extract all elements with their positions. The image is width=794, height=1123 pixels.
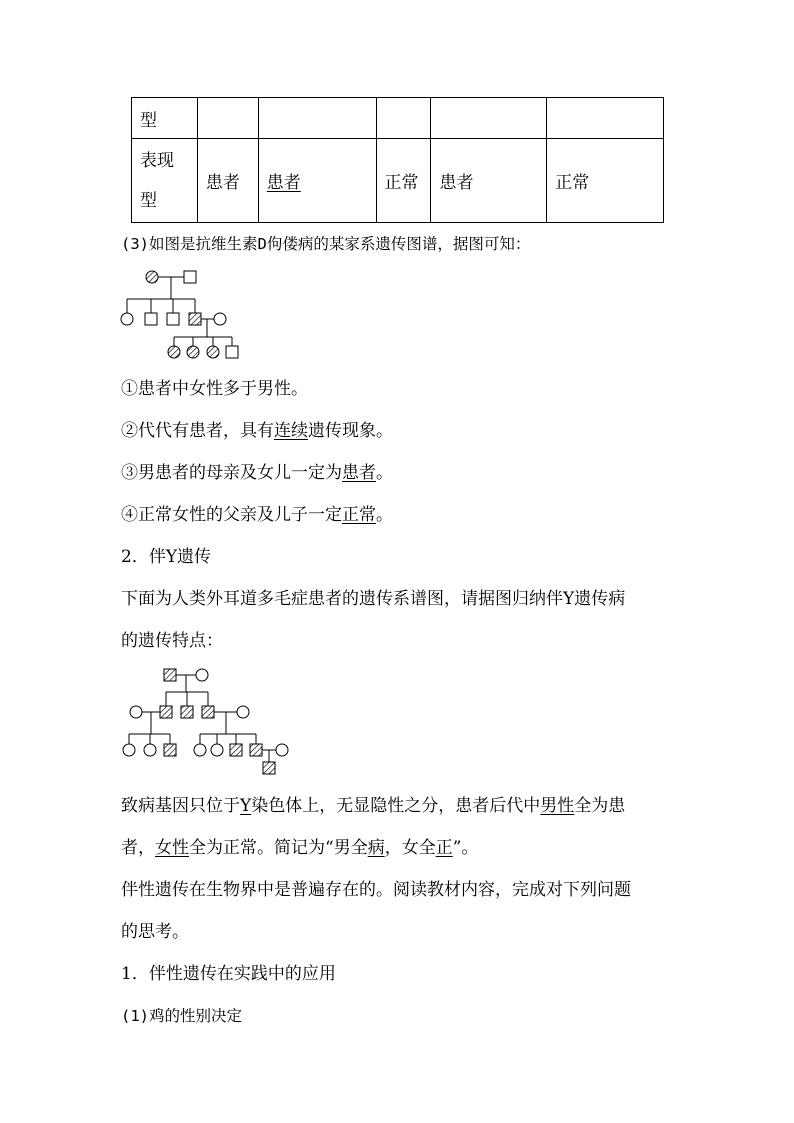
section-y-conclusion-line2: 者，女性全为正常。简记为“男全病，女全正”。 bbox=[121, 838, 479, 858]
affected-female-symbol bbox=[168, 346, 180, 358]
row-header-genotype: 型 bbox=[140, 110, 157, 131]
section3-point3: ③男患者的母亲及女儿一定为患者。 bbox=[121, 463, 393, 483]
section-app-subheading: (1)鸡的性别决定 bbox=[121, 1007, 242, 1025]
section3-intro: (3)如图是抗维生素D佝偻病的某家系遗传图谱，据图可知： bbox=[121, 235, 531, 253]
normal-male-symbol bbox=[167, 313, 179, 325]
affected-male-symbol bbox=[164, 744, 176, 756]
affected-female-symbol bbox=[187, 346, 199, 358]
affected-male-symbol bbox=[164, 669, 176, 681]
table-cell: 正常 bbox=[555, 173, 590, 193]
normal-male-symbol bbox=[145, 313, 157, 325]
normal-female-symbol bbox=[211, 744, 223, 756]
table-row bbox=[132, 139, 664, 223]
normal-female-symbol bbox=[130, 706, 142, 718]
normal-female-symbol bbox=[276, 744, 288, 756]
table-row bbox=[132, 98, 664, 139]
section3-point2: ②代代有患者，具有连续遗传现象。 bbox=[121, 421, 393, 441]
section-y-conclusion-line1: 致病基因只位于Y染色体上，无显隐性之分，患者后代中男性全为患 bbox=[121, 796, 626, 816]
section3-point4: ④正常女性的父亲及儿子一定正常。 bbox=[121, 505, 393, 525]
normal-female-symbol bbox=[123, 744, 135, 756]
table-cell: 患者 bbox=[205, 173, 240, 193]
affected-male-symbol bbox=[263, 762, 275, 774]
affected-male-symbol bbox=[189, 313, 201, 325]
section-y-intro-line2: 的遗传特点： bbox=[121, 631, 223, 651]
section3-point1: ①患者中女性多于男性。 bbox=[121, 379, 308, 399]
section-y-heading: 2．伴Y遗传 bbox=[121, 547, 212, 567]
pedigree-chart-rickets bbox=[112, 262, 247, 362]
genotype-phenotype-table bbox=[131, 97, 664, 223]
section-app-intro-line2: 的思考。 bbox=[121, 922, 189, 942]
normal-female-symbol bbox=[214, 313, 226, 325]
affected-male-symbol bbox=[250, 744, 262, 756]
section-y-intro-line1: 下面为人类外耳道多毛症患者的遗传系谱图，请据图归纳伴Y遗传病 bbox=[121, 589, 626, 609]
affected-male-symbol bbox=[181, 706, 193, 718]
affected-female-symbol bbox=[207, 346, 219, 358]
section-app-intro-line1: 伴性遗传在生物界中是普遍存在的。阅读教材内容，完成对下列问题 bbox=[121, 880, 631, 900]
normal-female-symbol bbox=[196, 669, 208, 681]
table-cell: 患者 bbox=[266, 173, 301, 193]
pedigree-chart-y-linked bbox=[118, 664, 293, 776]
row-header-phenotype: 表现 型 bbox=[140, 150, 174, 211]
normal-female-symbol bbox=[237, 706, 249, 718]
normal-female-symbol bbox=[194, 744, 206, 756]
table-cell: 患者 bbox=[439, 173, 474, 193]
affected-female-symbol bbox=[146, 271, 158, 283]
section-app-heading: 1．伴性遗传在实践中的应用 bbox=[121, 964, 336, 984]
affected-male-symbol bbox=[202, 706, 214, 718]
normal-male-symbol bbox=[226, 346, 238, 358]
affected-male-symbol bbox=[230, 744, 242, 756]
table-cell: 正常 bbox=[384, 173, 419, 193]
normal-male-symbol bbox=[184, 271, 196, 283]
normal-female-symbol bbox=[144, 744, 156, 756]
normal-female-symbol bbox=[121, 313, 133, 325]
affected-male-symbol bbox=[160, 706, 172, 718]
